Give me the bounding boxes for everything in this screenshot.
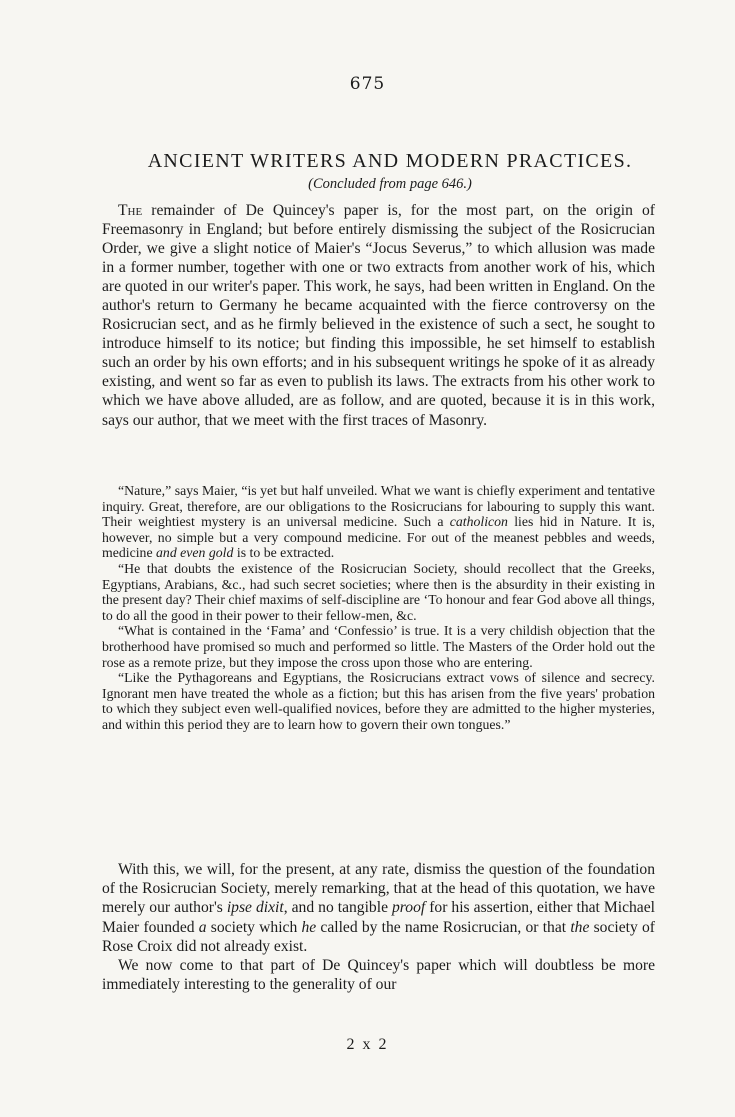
- quote-paragraph-4: “Like the Pythagoreans and Egyptians, the Rosicrucians extract vows of silence and secrecy. Ignorant men have treated the whole as a fiction; but this has arisen from the five years' probation to which they subject even well-qualified novices, before they are admitted to the higher mysteries, and within this period they are to learn how to govern their own tongues.”: [102, 670, 655, 732]
- maier-quotation: [102, 483, 655, 733]
- page-number: 675: [349, 74, 386, 94]
- quote-paragraph-1: “Nature,” says Maier, “is yet but half unveiled. What we want is chiefly experiment and tentative inquiry. Great, therefore, are our obligations to the Rosicrucians for labouring to supply this want. Their weightiest mystery is an universal medicine. Such a catholicon lies hid in Nature. It is, however, no simple but a very compound medicine. For out of the meanest pebbles and weeds, medicine and even gold is to be extracted.: [102, 483, 655, 561]
- article-title: ANCIENT WRITERS AND MODERN PRACTICES.: [147, 150, 633, 172]
- opening-text: remainder of De Quincey's paper is, for the most part, on the origin of Freemasonry in England; but before entirely dismissing the subject of the Rosicrucian Order, we give a slight notice of Maier's “Jocus Severus,” to which allusion was made in a former number, together with one or two extracts from another work of his, which are quoted in our writer's paper. This work, he says, had been written in England. On the author's return to Germany he became acquainted with the fierce controversy on the Rosicrucian sect, and as he firmly believed in the existence of such a sect, he sought to introduce himself to its notice; but finding this impossible, he set himself to establish such an order by his own efforts; and in his subsequent writings he spoke of it as already existing, and went so far as even to publish its laws. The extracts from his other work to which we have above alluded, are as follow, and are quoted, because it is in this work, says our author, that we meet with the first traces of Masonry.: [102, 202, 655, 429]
- article-subtitle: (Concluded from page 646.): [308, 176, 472, 192]
- opening-paragraph: [102, 201, 655, 430]
- closing-paragraphs: [102, 860, 655, 994]
- closing-paragraph-2: We now come to that part of De Quincey's paper which will doubtless be more immediately interesting to the generality of our: [102, 957, 655, 994]
- quote-paragraph-3: “What is contained in the ‘Fama’ and ‘Confessio’ is true. It is a very childish objection that the brotherhood have promised so much and performed so little. The Masters of the Order hold out the rose as a remote prize, but they impose the cross upon those who are entering.: [102, 623, 655, 670]
- drop-word: The: [118, 202, 143, 219]
- closing-paragraph-1: With this, we will, for the present, at any rate, dismiss the question of the foundation of the Rosicrucian Society, merely remarking, that at the head of this quotation, we have merely our author's ipse dixit, and no tangible proof for his assertion, either that Michael Maier founded a society which he called by the name Rosicrucian, or that the society of Rose Croix did not already exist.: [102, 861, 655, 955]
- signature-mark: 2 x 2: [346, 1036, 389, 1053]
- quote-paragraph-2: “He that doubts the existence of the Rosicrucian Society, should recollect that the Greeks, Egyptians, Arabians, &c., had such secret societies; where then is the absurdity in their existing in the present day? Their chief maxims of self-discipline are ‘To honour and fear God above all things, to do all the good in their power to their fellow-men, &c.: [102, 560, 655, 623]
